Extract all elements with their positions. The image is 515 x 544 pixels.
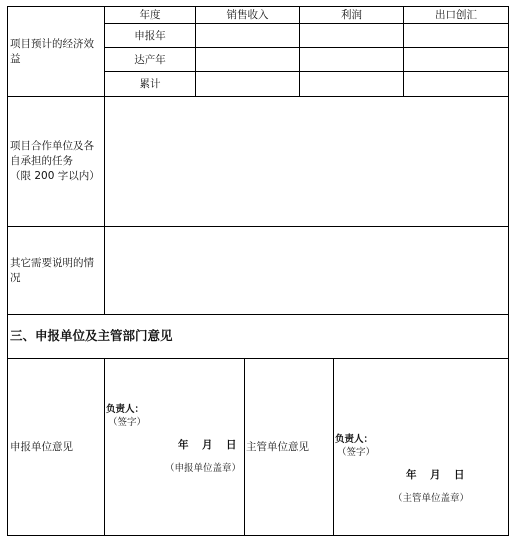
hline-row2-bottom (105, 71, 509, 72)
vline-opinion-3 (333, 358, 334, 536)
supervisor-signature-note: （签字） (337, 447, 376, 458)
applicant-opinion-label: 申报单位意见 (10, 441, 73, 453)
cooperation-limit-note: （限 200 字以内） (10, 170, 100, 182)
applicant-date-month: 月 (202, 439, 213, 451)
section-title: 三、申报单位及主管部门意见 (10, 328, 173, 343)
header-sales: 销售收入 (226, 9, 269, 21)
row-label-production-year: 达产年 (134, 54, 166, 66)
row-label-application-year: 申报年 (134, 30, 166, 42)
header-profit: 利润 (341, 9, 362, 21)
supervisor-seal-note: （主管单位盖章） (393, 493, 470, 504)
row-label-cumulative: 累计 (139, 78, 161, 90)
supervisor-date-month: 月 (430, 469, 441, 481)
applicant-signature-note: （签字） (108, 417, 147, 428)
hline-coop-bottom (7, 226, 509, 227)
hline-economic-bottom (7, 96, 509, 97)
hline-bottom (7, 535, 509, 536)
header-export: 出口创汇 (435, 9, 477, 21)
supervisor-date-day: 日 (454, 469, 465, 481)
supervisor-responsible-label: 负责人： (335, 434, 374, 445)
hline-other-bottom (7, 314, 509, 315)
applicant-responsible-label: 负责人： (106, 404, 145, 415)
applicant-seal-note: （申报单位盖章） (165, 463, 242, 474)
hline-header-bottom (105, 23, 509, 24)
applicant-date-day: 日 (226, 439, 237, 451)
applicant-date-year: 年 (178, 439, 189, 451)
hline-section-bottom (7, 358, 509, 359)
other-notes-label: 其它需要说明的情况 (10, 257, 94, 284)
vline-opinion-2 (244, 358, 245, 536)
header-year: 年度 (139, 9, 161, 21)
supervisor-date-year: 年 (406, 469, 417, 481)
hline-top (7, 6, 509, 7)
hline-row1-bottom (105, 47, 509, 48)
vline-right (508, 6, 509, 536)
vline-opinion-1 (104, 358, 105, 536)
cooperation-label: 项目合作单位及各自承担的任务 (10, 140, 94, 167)
supervisor-opinion-label: 主管单位意见 (246, 441, 309, 453)
economic-benefit-label: 项目预计的经济效益 (10, 38, 94, 65)
vline-left (7, 6, 8, 536)
